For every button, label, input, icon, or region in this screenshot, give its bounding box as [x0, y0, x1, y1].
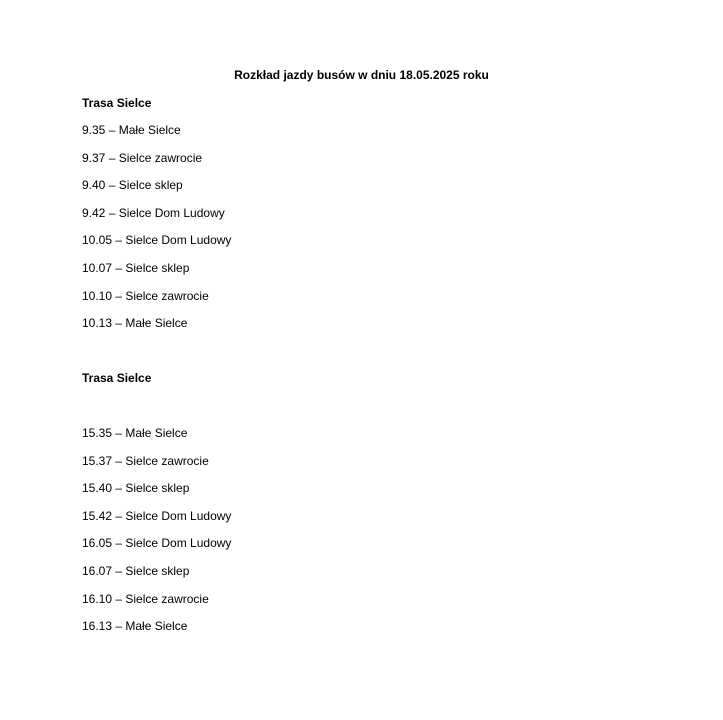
- schedule-entry: 10.05 – Sielce Dom Ludowy: [82, 233, 232, 248]
- document-title: Rozkład jazdy busów w dniu 18.05.2025 roku: [234, 68, 489, 82]
- schedule-entry: 15.42 – Sielce Dom Ludowy: [82, 508, 232, 523]
- schedule-entry: 9.40 – Sielce sklep: [82, 178, 183, 193]
- route-1-schedule: [82, 123, 231, 344]
- schedule-entry: 15.37 – Sielce zawrocie: [82, 453, 209, 468]
- route-2-schedule: [82, 426, 231, 647]
- schedule-entry: 9.37 – Sielce zawrocie: [82, 150, 203, 165]
- schedule-entry: 9.42 – Sielce Dom Ludowy: [82, 205, 225, 220]
- schedule-entry: 10.13 – Małe Sielce: [82, 316, 188, 331]
- schedule-entry: 9.35 – Małe Sielce: [82, 123, 181, 137]
- schedule-entry: 15.35 – Małe Sielce: [82, 426, 188, 440]
- schedule-entry: 15.40 – Sielce sklep: [82, 481, 190, 496]
- schedule-entry: 10.07 – Sielce sklep: [82, 260, 190, 275]
- schedule-entry: 10.10 – Sielce zawrocie: [82, 288, 209, 303]
- schedule-entry: 16.13 – Małe Sielce: [82, 619, 188, 634]
- schedule-entry: 16.07 – Sielce sklep: [82, 563, 190, 578]
- schedule-entry: 16.05 – Sielce Dom Ludowy: [82, 536, 232, 551]
- schedule-entry: 16.10 – Sielce zawrocie: [82, 591, 209, 606]
- route-2-heading: Trasa Sielce: [82, 371, 152, 385]
- route-1-heading: Trasa Sielce: [82, 96, 152, 110]
